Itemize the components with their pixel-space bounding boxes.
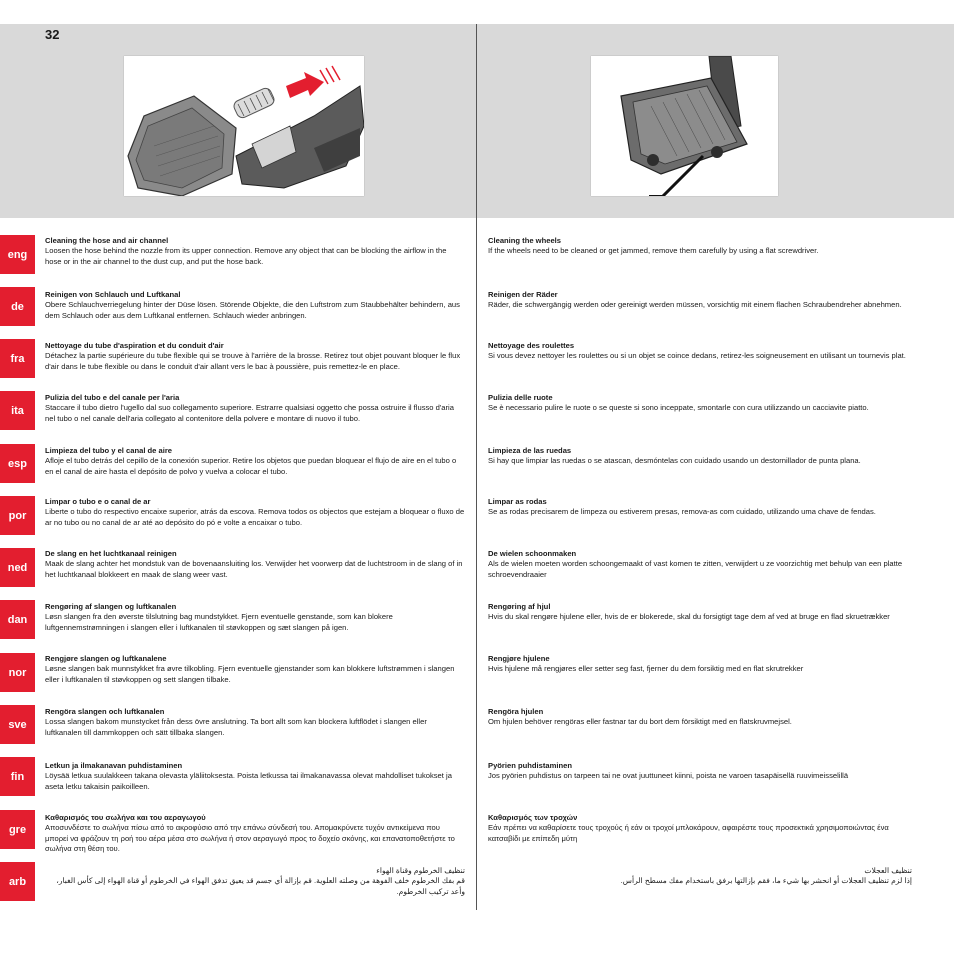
lang-tab-dan: dan — [0, 600, 35, 639]
section-body: Εάν πρέπει να καθαρίσετε τους τροχούς ή εάν οι τροχοί μπλοκάρουν, αφαιρέστε τους προσεκτικά χρησιμοποιώντας ένα κατσαβίδι με επίπεδη μύτη — [488, 823, 889, 843]
section-title: De slang en het luchtkanaal reinigen — [45, 549, 177, 558]
right-section-eng — [488, 236, 912, 257]
section-title: Reinigen von Schlauch und Luftkanal — [45, 290, 181, 299]
lang-tab-fin: fin — [0, 757, 35, 796]
section-title: Cleaning the hose and air channel — [45, 236, 169, 245]
section-title: Pulizia delle ruote — [488, 393, 553, 402]
right-section-ned — [488, 549, 912, 580]
left-section-gre — [45, 813, 465, 855]
right-section-esp — [488, 446, 912, 467]
lang-tab-ita: ita — [0, 391, 35, 430]
section-body: Loosen the hose behind the nozzle from its upper connection. Remove any object that can be blocking the airflow in the hose or in the air channel to the dust cup, and put the hose back. — [45, 246, 447, 266]
left-section-arb — [45, 866, 465, 897]
section-body: Liberte o tubo do respectivo encaixe superior, atrás da escova. Remova todos os objectos que estejam a bloquear o fluxo de ar no tubo ou no canal de ar até ao depósito do pó e volte a encaixar o tubo. — [45, 507, 465, 527]
section-body: Obere Schlauchverriegelung hinter der Düse lösen. Störende Objekte, die den Luftstrom zum Staubbehälter behindern, aus dem Schlauch oder aus dem Luftkanal entfernen. Schlauch wieder anbringen. — [45, 300, 460, 320]
right-section-dan — [488, 602, 912, 623]
section-title: Letkun ja ilmakanavan puhdistaminen — [45, 761, 183, 770]
section-body: إذا لزم تنظيف العجلات أو انحشر بها شيء ما، فقم بإزالتها برفق باستخدام مفك مسطح الرأس. — [620, 876, 912, 886]
section-title: Nettoyage du tube d'aspiration et du conduit d'air — [45, 341, 224, 350]
section-title: Pyörien puhdistaminen — [488, 761, 572, 770]
section-title: تنظيف العجلات — [864, 866, 912, 875]
page-number: 32 — [45, 27, 60, 42]
right-section-fra — [488, 341, 912, 362]
section-body: Détachez la partie supérieure du tube flexible qui se trouve à l'arrière de la brosse. Retirez tout objet pouvant bloquer le flux d'air dans le tube flexible ou dans le conduit d'air allant vers le bac à poussière, puis remettez-le en place. — [45, 351, 461, 371]
left-section-ned — [45, 549, 465, 580]
lang-tab-por: por — [0, 496, 35, 535]
section-body: Maak de slang achter het mondstuk van de bovenaansluiting los. Verwijder het voorwerp dat de luchtstroom in de slang of in het luchtkanaal blokkeert en maak de slang weer vast. — [45, 559, 463, 579]
section-title: Rengjøre hjulene — [488, 654, 550, 663]
section-title: Rengöra hjulen — [488, 707, 544, 716]
lang-tab-fra: fra — [0, 339, 35, 378]
left-section-esp — [45, 446, 465, 477]
section-body: Als de wielen moeten worden schoongemaakt of vast komen te zitten, verwijdert u ze voorzichtig met behulp van een platte schroevendraaier — [488, 559, 903, 579]
left-section-nor — [45, 654, 465, 685]
wheels-illustration — [591, 56, 778, 196]
section-title: Limpar as rodas — [488, 497, 547, 506]
left-section-eng — [45, 236, 465, 267]
section-title: Nettoyage des roulettes — [488, 341, 575, 350]
section-body: Si vous devez nettoyer les roulettes ou si un objet se coince dedans, retirez-les soigneusement en utilisant un tournevis plat. — [488, 351, 906, 361]
section-title: Pulizia del tubo e del canale per l'aria — [45, 393, 180, 402]
section-body: Löysää letkua suulakkeen takana olevasta yläliitoksesta. Poista letkussa tai ilmakanavassa olevat mahdolliset tukokset ja aseta letku takaisin paikoilleen. — [45, 771, 452, 791]
section-body: قم بفك الخرطوم خلف الفوهة من وصلته العلوية. قم بإزالة أي جسم قد يعيق تدفق الهواء في الخرطوم أو قناة الهواء إلى كأس الغبار، وأعد تركيب الخرطوم. — [56, 876, 465, 896]
section-title: Limpieza de las ruedas — [488, 446, 572, 455]
right-section-fin — [488, 761, 912, 782]
lang-tab-esp: esp — [0, 444, 35, 483]
lang-tab-eng: eng — [0, 235, 35, 274]
left-section-fra — [45, 341, 465, 372]
section-body: Løsne slangen bak munnstykket fra øvre tilkobling. Fjern eventuelle gjenstander som kan blokkere luftstrømmen i slangen eller i luftkanalen til støvkoppen og sett slangen tilbake. — [45, 664, 455, 684]
section-title: Limpieza del tubo y el canal de aire — [45, 446, 173, 455]
left-section-sve — [45, 707, 465, 738]
section-body: Si hay que limpiar las ruedas o se atascan, desmóntelas con cuidado usando un destornillador de punta plana. — [488, 456, 861, 466]
section-title: تنظيف الخرطوم وقناة الهواء — [376, 866, 465, 875]
left-section-dan — [45, 602, 465, 633]
right-section-nor — [488, 654, 912, 675]
section-title: Limpar o tubo e o canal de ar — [45, 497, 151, 506]
section-title: De wielen schoonmaken — [488, 549, 577, 558]
right-section-sve — [488, 707, 912, 728]
section-body: Hvis hjulene må rengjøres eller setter seg fast, fjerner du dem forsiktig med en flat skrutrekker — [488, 664, 804, 674]
section-body: Se è necessario pulire le ruote o se queste si sono inceppate, smontarle con cura utilizzando un cacciavite piatto. — [488, 403, 869, 413]
lang-tab-sve: sve — [0, 705, 35, 744]
section-title: Καθαρισμός των τροχών — [488, 813, 578, 822]
section-body: Se as rodas precisarem de limpeza ou estiverem presas, remova-as com cuidado, utilizando uma chave de fendas. — [488, 507, 876, 517]
right-section-por — [488, 497, 912, 518]
section-body: Løsn slangen fra den øverste tilslutning bag mundstykket. Fjern eventuelle genstande, som kan blokere luftgennemstrømningen i slangen eller i luftkanalen til støvkoppen og sæt slangen på igen. — [45, 612, 393, 632]
right-section-gre — [488, 813, 912, 844]
left-section-ita — [45, 393, 465, 424]
section-body: Lossa slangen bakom munstycket från dess övre anslutning. Ta bort allt som kan blockera luftflödet i slangen eller luftkanalen till dammkoppen och sätt tillbaka slangen. — [45, 717, 427, 737]
section-body: Jos pyörien puhdistus on tarpeen tai ne ovat juuttuneet kiinni, poista ne varoen tasapäisellä ruuvimeisselillä — [488, 771, 849, 781]
right-section-arb — [488, 866, 912, 887]
lang-tab-nor: nor — [0, 653, 35, 692]
section-body: Om hjulen behöver rengöras eller fastnar tar du bort dem försiktigt med en flatskruvmejsel. — [488, 717, 792, 727]
section-body: Räder, die schwergängig werden oder gereinigt werden müssen, vorsichtig mit einem flachen Schraubendreher abnehmen. — [488, 300, 902, 310]
lang-tab-arb: arb — [0, 862, 35, 901]
column-divider — [476, 24, 477, 910]
section-body: Afloje el tubo detrás del cepillo de la conexión superior. Retire los objetos que puedan bloquear el flujo de aire en el tubo o en el canal de aire hasta el depósito de polvo y vuelva a colocar el tubo. — [45, 456, 457, 476]
hose-illustration — [124, 56, 364, 196]
section-title: Rengøring af slangen og luftkanalen — [45, 602, 177, 611]
section-title: Καθαρισμός του σωλήνα και του αεραγωγού — [45, 813, 206, 822]
section-title: Cleaning the wheels — [488, 236, 562, 245]
section-title: Rengøring af hjul — [488, 602, 551, 611]
left-section-de — [45, 290, 465, 321]
right-section-ita — [488, 393, 912, 414]
section-body: Αποσυνδέστε το σωλήνα πίσω από το ακροφύσιο από την επάνω σύνδεσή του. Απομακρύνετε τυχόν αντικείμενα που μπορεί να φράζουν τη ροή του αέρα μέσα στο σωλήνα ή στον αεραγωγό προς το δοχείο σκόνης, και επανατοποθετήστε το σωλήνα στη θέση του. — [45, 823, 455, 854]
lang-tab-de: de — [0, 287, 35, 326]
section-body: Staccare il tubo dietro l'ugello dal suo collegamento superiore. Estrarre qualsiasi oggetto che possa ostruire il flusso d'aria nel tubo o nel canale dell'aria collegato al contenitore della polvere e montare di nuovo il tubo. — [45, 403, 454, 423]
left-section-por — [45, 497, 465, 528]
lang-tab-ned: ned — [0, 548, 35, 587]
section-body: Hvis du skal rengøre hjulene eller, hvis de er blokerede, skal du forsigtigt tage dem af ved at bruge en flad skruetrækker — [488, 612, 890, 622]
right-section-de — [488, 290, 912, 311]
section-title: Rengjøre slangen og luftkanalene — [45, 654, 167, 663]
section-title: Rengöra slangen och luftkanalen — [45, 707, 165, 716]
lang-tab-gre: gre — [0, 810, 35, 849]
section-title: Reinigen der Räder — [488, 290, 558, 299]
section-body: If the wheels need to be cleaned or get jammed, remove them carefully by using a flat screwdriver. — [488, 246, 819, 256]
left-section-fin — [45, 761, 465, 792]
